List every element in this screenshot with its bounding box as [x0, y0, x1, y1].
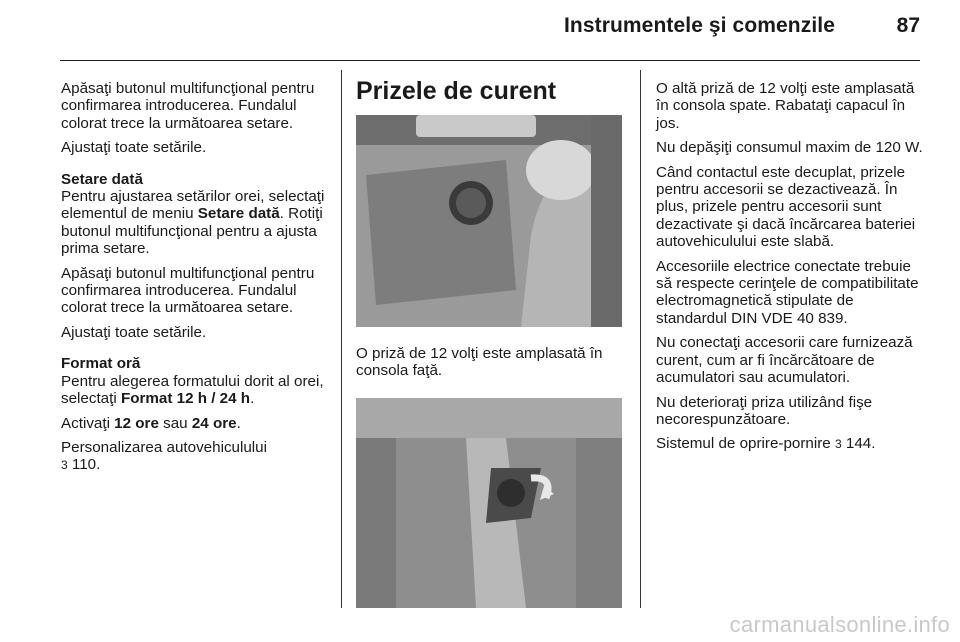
menu-item-ref: Setare dată	[197, 205, 280, 223]
paragraph: Ajustaţi toate setările.	[61, 139, 207, 157]
watermark: carmanualsonline.info	[729, 612, 950, 637]
subheading-time: Format oră	[61, 355, 141, 373]
paragraph: Apăsaţi butonul multifuncţional pentru confirmarea introducerea. Fundalul colorat trece la următoarea setare.	[61, 264, 315, 317]
paragraph: Activaţi 12 ore sau 24 ore.	[61, 414, 241, 432]
column-right	[656, 80, 928, 461]
menu-item-ref: Format 12 h / 24 h	[120, 390, 251, 408]
photo-front-socket	[356, 115, 622, 327]
photo-caption: O priză de 12 volţi este amplasată în consola faţă.	[356, 345, 603, 380]
page-number: 87	[896, 14, 920, 37]
paragraph: Nu deterioraţi priza utilizând fişe necorespunzătoare.	[656, 393, 873, 428]
photo-rear-socket	[356, 398, 622, 608]
page-ref-link[interactable]: 144.	[845, 435, 876, 453]
page-ref-icon: 3	[61, 458, 68, 473]
header-rule	[60, 60, 920, 61]
page-ref-link[interactable]: 110.	[71, 456, 101, 474]
paragraph: Când contactul este decuplat, prizele pentru accesorii se dezactivează. În plus, prizele pentru accesorii sunt dezactivate şi dacă încărcarea bateriei autovehiculului este slabă.	[656, 163, 916, 251]
paragraph: Sistemul de oprire-pornire 3 144.	[656, 435, 876, 453]
column-divider-1	[341, 70, 342, 608]
paragraph: Ajustaţi toate setările.	[61, 323, 207, 341]
front-socket-illustration	[356, 115, 622, 327]
rear-socket-illustration	[356, 398, 622, 608]
column-middle	[356, 77, 624, 626]
paragraph: Pentru ajustarea setărilor orei, selectaţi elementul de meniu Setare dată. Rotiţi butonul multifuncţional pentru a ajusta prima setare.	[61, 188, 325, 258]
column-divider-2	[640, 70, 641, 608]
paragraph: Nu conectaţi accesorii care furnizează curent, cum ar fi încărcătoare de acumulatori sau acumulatori.	[656, 334, 913, 387]
paragraph: Personalizarea autovehiculului 3 110.	[61, 438, 268, 474]
paragraph: Pentru alegerea formatului dorit al orei, selectaţi Format 12 h / 24 h.	[61, 372, 324, 408]
section-title: Prizele de curent	[356, 77, 557, 105]
page-ref-icon: 3	[834, 437, 842, 452]
paragraph: Nu depăşiţi consumul maxim de 120 W.	[656, 139, 923, 157]
paragraph: Accesoriile electrice conectate trebuie să respecte cerinţele de compatibilitate electromagnetică stipulate de standardul DIN VDE 40 839.	[656, 257, 919, 327]
column-left	[61, 80, 329, 482]
paragraph: O altă priză de 12 volţi este amplasată în consola spate. Rabataţi capacul în jos.	[656, 80, 915, 132]
paragraph: Apăsaţi butonul multifuncţional pentru confirmarea introducerea. Fundalul colorat trece la următoarea setare.	[61, 80, 315, 132]
header-title: Instrumentele şi comenzile	[563, 14, 835, 37]
subheading-date: Setare dată	[61, 170, 143, 188]
